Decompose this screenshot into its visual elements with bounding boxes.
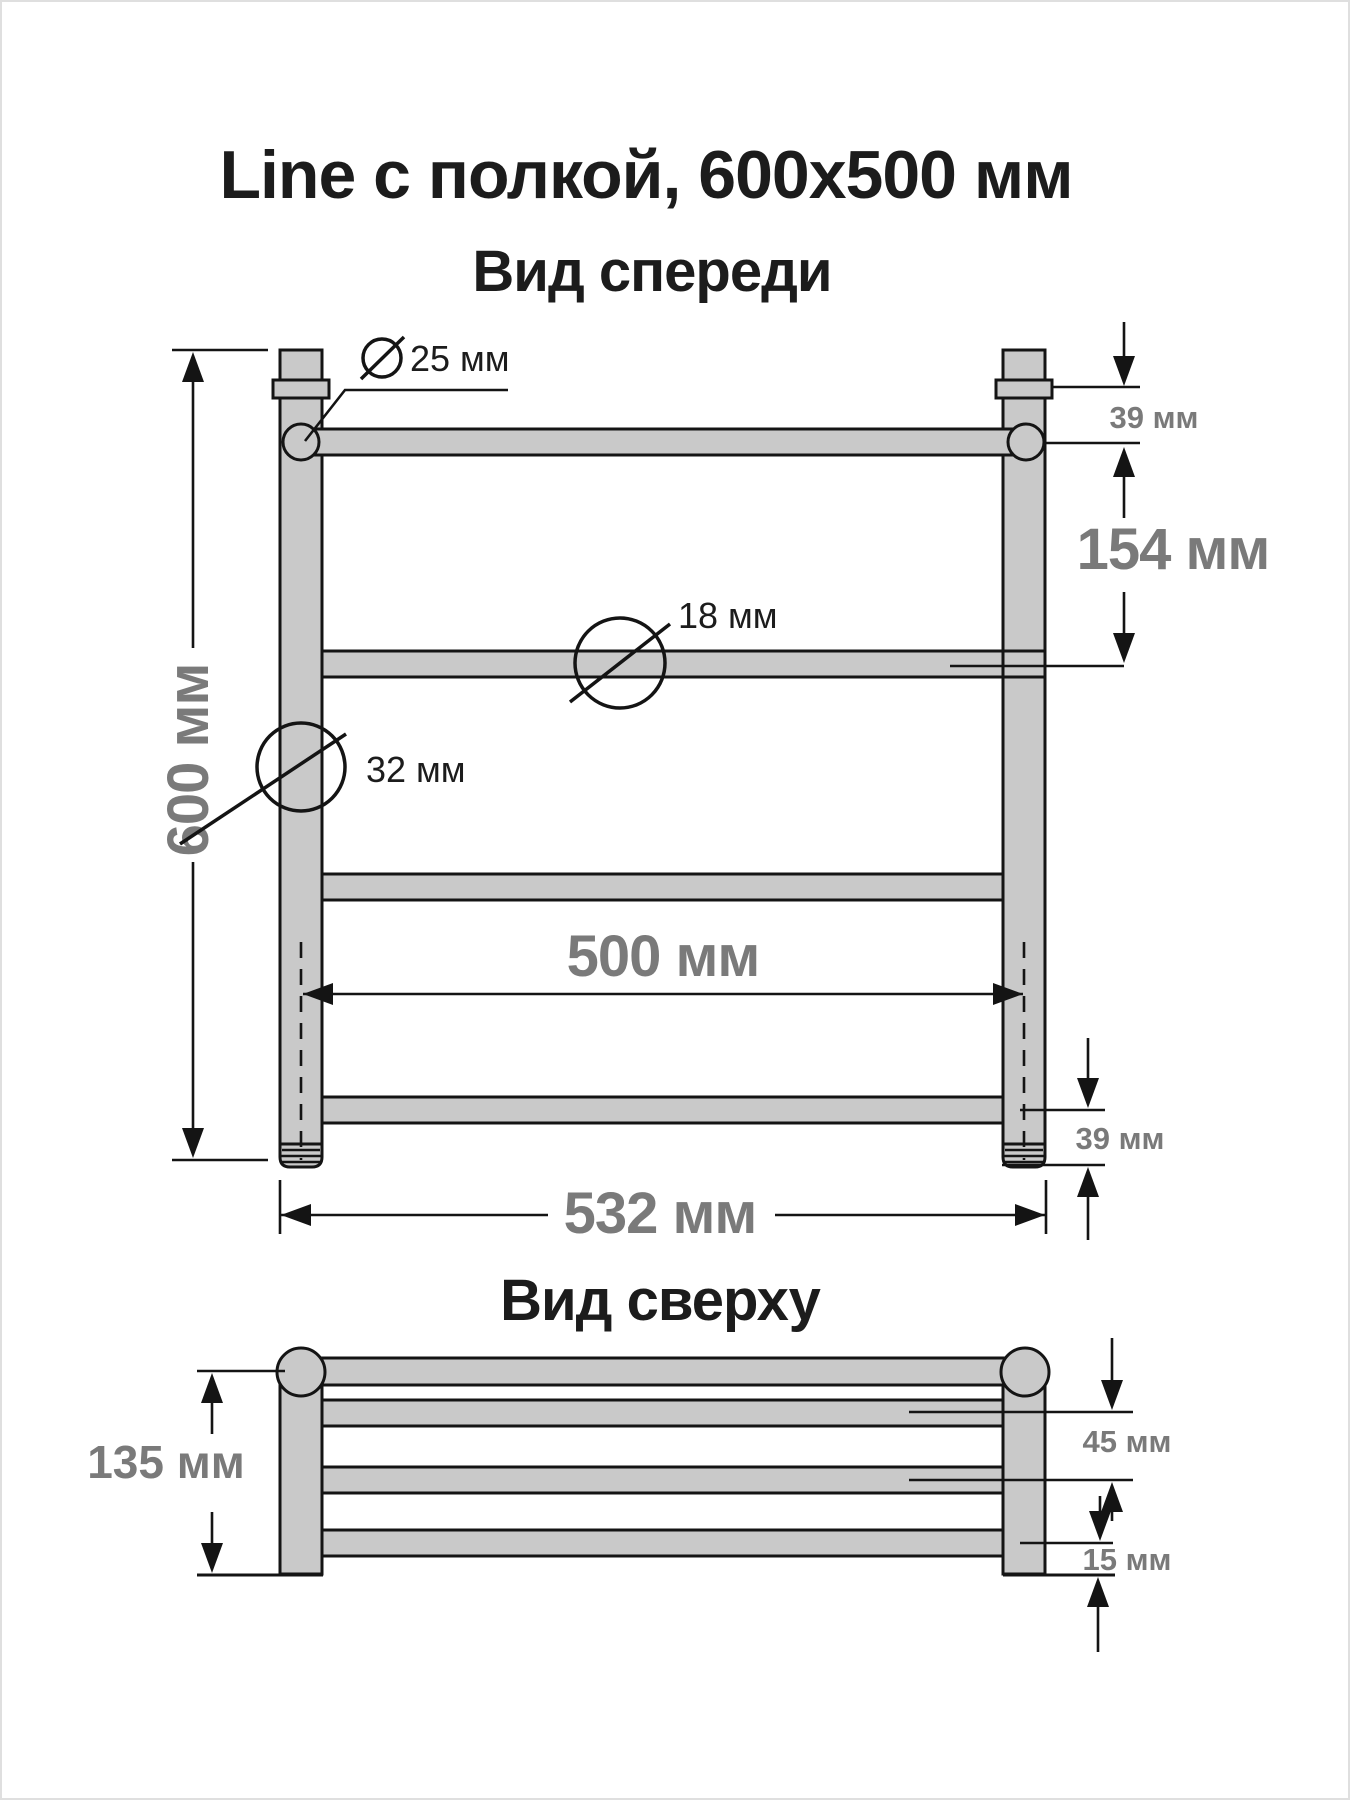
dim-height-label: 600 мм: [156, 663, 221, 857]
top-view-heading: Вид сверху: [500, 1268, 820, 1333]
dim-bottom-offset-label: 39 мм: [1075, 1121, 1165, 1156]
dim-rung-pitch-label: 154 мм: [1076, 517, 1270, 582]
top-view-left-post: [280, 1371, 322, 1574]
dim-top-offset-label: 39 мм: [1109, 400, 1199, 435]
top-view-rear-tube: [322, 1530, 1003, 1556]
dim-overall-width-532: [280, 1180, 1046, 1246]
top-view-shelf-front-tube: [300, 1358, 1026, 1385]
callout-post-label: 32 мм: [366, 749, 466, 790]
shelf-tube-right-end: [1008, 424, 1044, 460]
top-view-shelf-tube-3: [322, 1467, 1003, 1493]
dim-top-offset-39: [1052, 322, 1198, 435]
dim-shelf-spacing-label: 45 мм: [1082, 1424, 1172, 1459]
right-post-foot: [1003, 1144, 1045, 1167]
left-wall-collar: [273, 380, 329, 398]
rung-3: [322, 874, 1003, 900]
dim-rung-pitch-154: [950, 443, 1269, 666]
dim-axis-width-label: 500 мм: [566, 924, 760, 989]
callout-rung-label: 18 мм: [678, 595, 778, 636]
dim-depth-label: 135 мм: [87, 1436, 245, 1488]
top-view-right-post-cap: [1001, 1348, 1049, 1396]
top-view-drawing: [197, 1348, 1115, 1575]
front-view-heading: Вид спереди: [472, 239, 832, 304]
dim-height-600: [156, 350, 268, 1160]
rung-2: [322, 651, 1045, 677]
callout-shelf-tube-label: 25 мм: [410, 338, 510, 379]
dim-depth-135: [87, 1371, 285, 1573]
left-post-foot: [280, 1144, 322, 1167]
page-title: Line с полкой, 600x500 мм: [219, 137, 1073, 213]
right-wall-collar: [996, 380, 1052, 398]
dim-rear-offset-label: 15 мм: [1082, 1542, 1172, 1577]
dim-axis-width-500: [303, 924, 1023, 1005]
callout-shelf-tube-25: [305, 337, 510, 441]
rung-4: [322, 1097, 1003, 1123]
shelf-front-tube: [301, 429, 1026, 455]
dim-overall-width-label: 532 мм: [563, 1181, 757, 1246]
top-view-shelf-tube-2: [322, 1400, 1003, 1426]
